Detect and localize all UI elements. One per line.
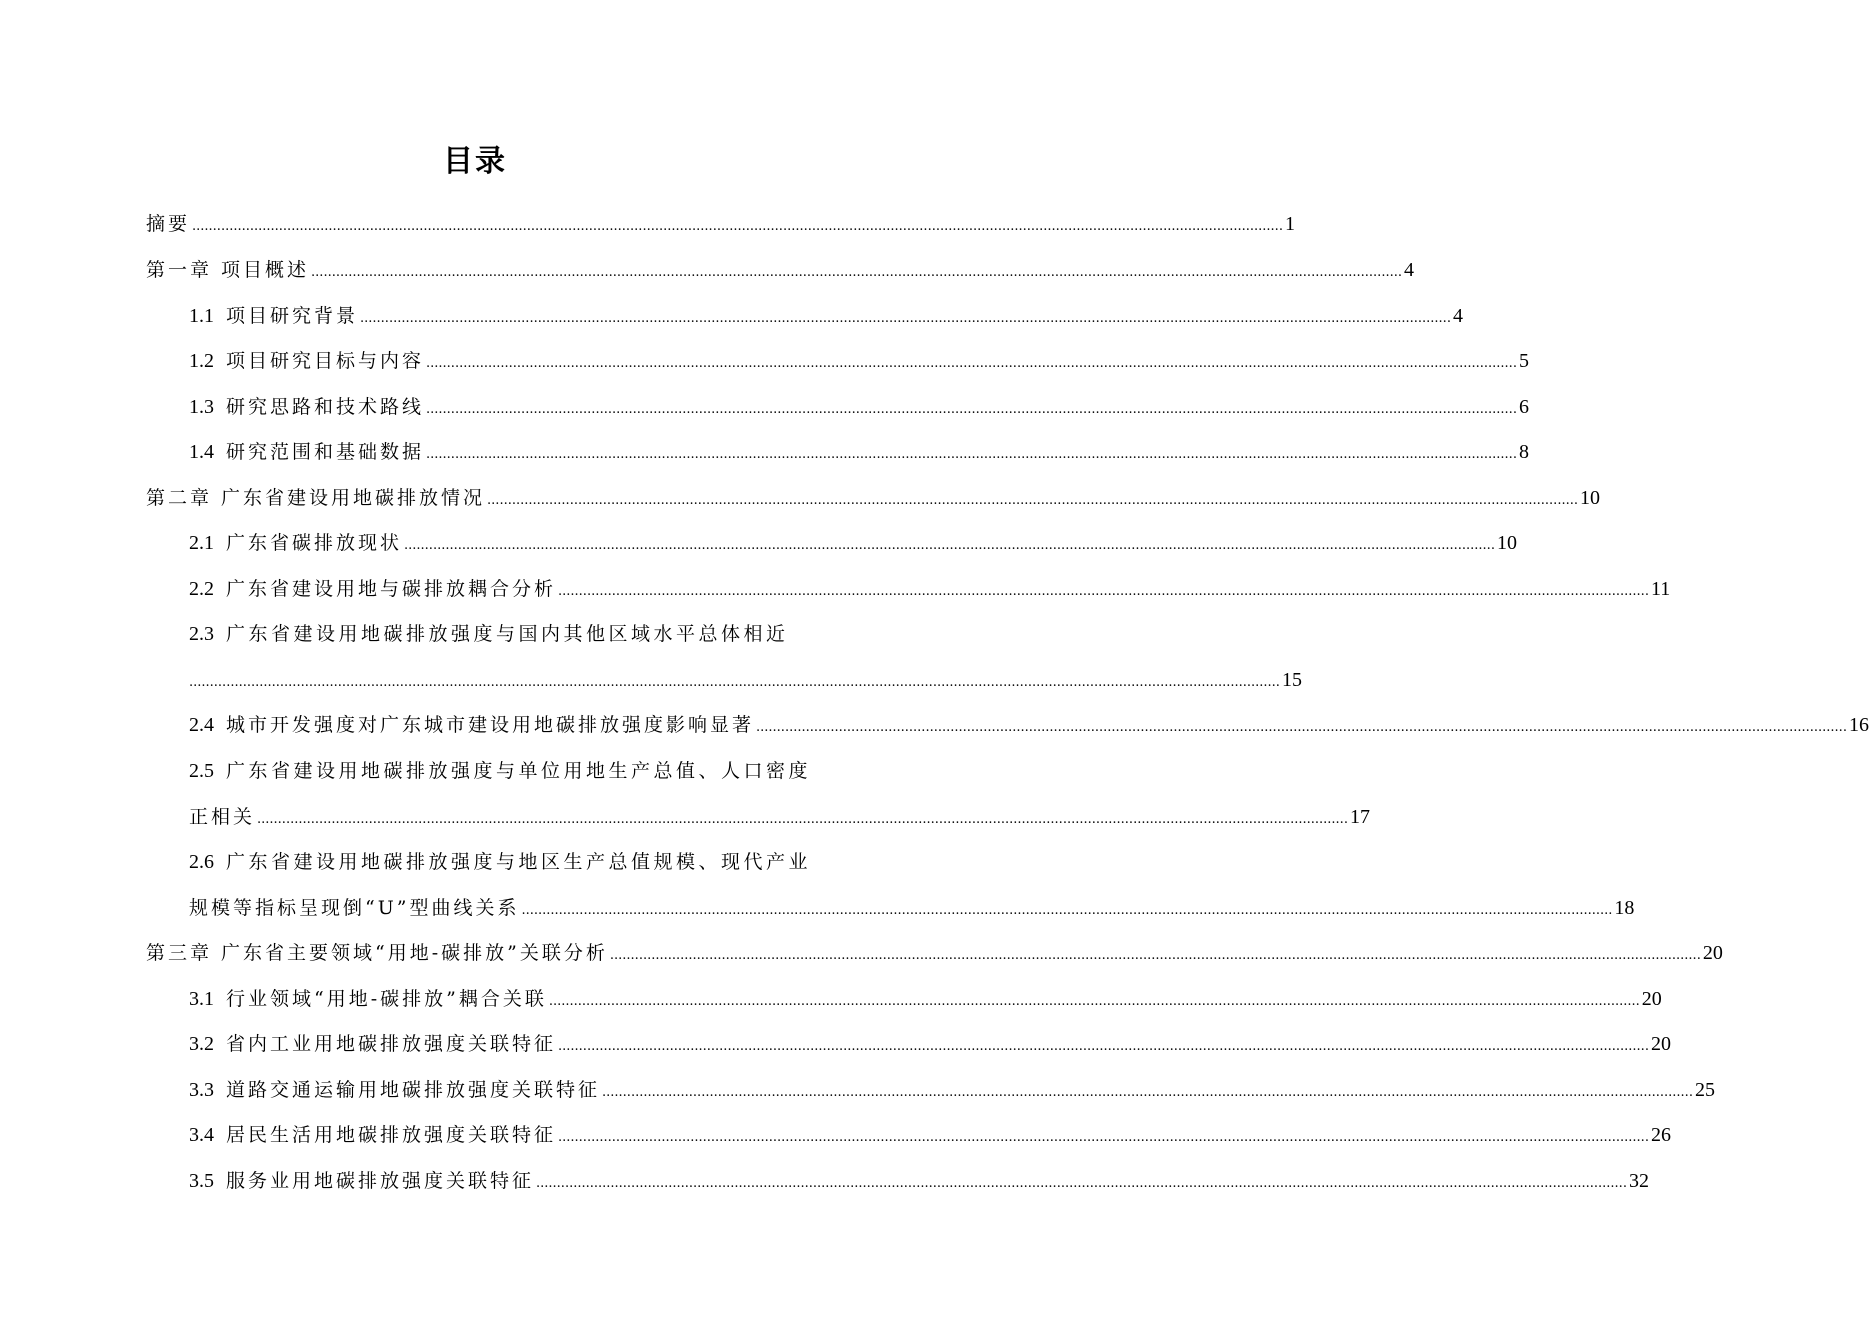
toc-section-title: 广东省建设用地碳排放强度与单位用地生产总值、人口密度	[226, 760, 812, 782]
toc-leader-dots	[756, 716, 1847, 740]
toc-page-number: 5	[1518, 350, 1529, 372]
toc-section-number: 1.4	[189, 441, 214, 463]
toc-section-number: 2.2	[189, 578, 214, 600]
toc-leader-dots	[558, 580, 1649, 604]
toc-entry-text	[189, 440, 424, 464]
toc-section-number: 3.1	[189, 988, 214, 1010]
toc-page-number: 26	[1650, 1124, 1671, 1146]
toc-page-number: 8	[1518, 441, 1529, 463]
toc-section-title: 居民生活用地碳排放强度关联特征	[226, 1124, 557, 1146]
toc-entry-2-6[interactable]	[189, 850, 1635, 920]
toc-page-number: 10	[1579, 487, 1600, 509]
toc-section-number: 2.6	[189, 851, 214, 873]
toc-entry-2-3[interactable]	[189, 622, 1302, 692]
toc-page-number: 16	[1848, 714, 1869, 736]
toc-entry-text	[189, 1078, 600, 1102]
toc-section-number: 1.2	[189, 350, 214, 372]
toc-page-number: 1	[1284, 213, 1295, 235]
toc-section-number: 3.3	[189, 1079, 214, 1101]
toc-entry-3-5[interactable]	[189, 1169, 1649, 1193]
toc-entry-text-line1	[189, 622, 806, 646]
toc-page-number: 32	[1628, 1170, 1649, 1192]
toc-entry-text-line2: 规模等指标呈现倒“U”型曲线关系	[189, 897, 520, 919]
toc-section-title: 省内工业用地碳排放强度关联特征	[226, 1033, 557, 1055]
toc-page-number: 18	[1614, 897, 1635, 919]
toc-entry-text	[189, 531, 402, 555]
toc-page-number: 20	[1702, 942, 1723, 964]
toc-entry-2-5[interactable]	[189, 759, 1370, 829]
toc-page-number: 15	[1281, 669, 1302, 691]
toc-leader-dots	[549, 990, 1640, 1014]
toc-page-number: 25	[1694, 1079, 1715, 1101]
toc-page-number: 4	[1403, 259, 1414, 281]
toc-entry-3-1[interactable]	[189, 987, 1662, 1011]
toc-section-title: 广东省碳排放现状	[226, 532, 403, 554]
toc-leader-dots	[360, 307, 1451, 331]
toc-section-title: 广东省建设用地与碳排放耦合分析	[226, 578, 557, 600]
toc-section-number: 2.4	[189, 714, 214, 736]
toc-page-number: 20	[1641, 988, 1662, 1010]
toc-entry-2-2[interactable]	[189, 577, 1671, 601]
toc-leader-dots	[426, 398, 1517, 422]
toc-leader-dots	[426, 352, 1517, 376]
toc-entry-text	[189, 713, 754, 737]
toc-section-number: 2.3	[189, 623, 214, 645]
toc-entry-text: 第三章 广东省主要领域“用地-碳排放”关联分析	[146, 942, 608, 964]
toc-entry-text: 第二章 广东省建设用地碳排放情况	[146, 487, 486, 509]
toc-page-number: 20	[1650, 1033, 1671, 1055]
toc-leader-dots	[404, 534, 1495, 558]
toc-entry-1-3[interactable]	[189, 395, 1529, 419]
toc-section-number: 3.4	[189, 1124, 214, 1146]
toc-leader-dots	[189, 671, 1280, 695]
toc-section-title: 项目研究背景	[226, 305, 359, 327]
toc-section-number: 2.5	[189, 760, 214, 782]
toc-section-title: 道路交通运输用地碳排放强度关联特征	[226, 1079, 601, 1101]
toc-section-title: 城市开发强度对广东城市建设用地碳排放强度影响显著	[226, 714, 755, 736]
toc-section-number: 2.1	[189, 532, 214, 554]
toc-section-number: 1.3	[189, 396, 214, 418]
toc-entry-text	[189, 395, 424, 419]
toc-entry-chapter-3[interactable]	[146, 941, 1723, 965]
toc-section-number: 3.2	[189, 1033, 214, 1055]
toc-leader-dots	[558, 1035, 1649, 1059]
toc-page-number: 11	[1650, 578, 1671, 600]
toc-section-number: 3.5	[189, 1170, 214, 1192]
toc-entry-text	[189, 577, 556, 601]
toc-entry-text-line2: 正相关	[189, 806, 256, 828]
toc-leader-dots	[192, 215, 1283, 239]
toc-section-title: 项目研究目标与内容	[226, 350, 425, 372]
toc-entry-3-4[interactable]	[189, 1123, 1671, 1147]
toc-page-number: 10	[1496, 532, 1517, 554]
toc-leader-dots	[311, 261, 1402, 285]
toc-entry-1-4[interactable]	[189, 440, 1529, 464]
toc-entry-text-line1	[189, 759, 812, 783]
toc-section-title: 研究范围和基础数据	[226, 441, 425, 463]
toc-entry-text	[189, 987, 547, 1011]
toc-entry-text: 摘要	[146, 213, 191, 235]
toc-entry-text	[189, 349, 424, 373]
toc-entry-abstract[interactable]	[146, 212, 1295, 236]
toc-entry-chapter-2[interactable]	[146, 486, 1600, 510]
toc-entry-text	[189, 1169, 534, 1193]
toc-entry-text	[189, 1123, 556, 1147]
toc-section-title: 广东省建设用地碳排放强度与国内其他区域水平总体相近	[226, 623, 789, 645]
toc-section-title: 广东省建设用地碳排放强度与地区生产总值规模、现代产业	[226, 851, 812, 873]
toc-leader-dots	[602, 1081, 1693, 1105]
toc-leader-dots	[257, 808, 1348, 832]
toc-leader-dots	[487, 489, 1578, 513]
toc-entry-text: 第一章 项目概述	[146, 259, 310, 281]
toc-page-number: 17	[1349, 806, 1370, 828]
toc-entry-text	[189, 304, 358, 328]
toc-page-number: 6	[1518, 396, 1529, 418]
toc-entry-2-1[interactable]	[189, 531, 1517, 555]
toc-entry-1-1[interactable]	[189, 304, 1463, 328]
toc-section-title: 服务业用地碳排放强度关联特征	[226, 1170, 535, 1192]
page-title: 目录	[443, 144, 507, 179]
toc-leader-dots	[536, 1172, 1627, 1196]
toc-page-number: 4	[1452, 305, 1463, 327]
toc-entry-text-line1	[189, 850, 812, 874]
toc-section-title: 研究思路和技术路线	[226, 396, 425, 418]
toc-section-title: 行业领域“用地-碳排放”耦合关联	[226, 988, 547, 1010]
toc-entry-text	[189, 1032, 556, 1056]
toc-leader-dots	[521, 899, 1612, 923]
toc-entry-chapter-1[interactable]	[146, 258, 1414, 282]
toc-entry-1-2[interactable]	[189, 349, 1529, 373]
toc-section-number: 1.1	[189, 305, 214, 327]
toc-leader-dots	[610, 944, 1701, 968]
toc-entry-3-2[interactable]	[189, 1032, 1671, 1056]
toc-leader-dots	[426, 443, 1517, 467]
toc-leader-dots	[558, 1126, 1649, 1150]
toc-entry-3-3[interactable]	[189, 1078, 1715, 1102]
toc-entry-2-4[interactable]	[189, 713, 1869, 737]
